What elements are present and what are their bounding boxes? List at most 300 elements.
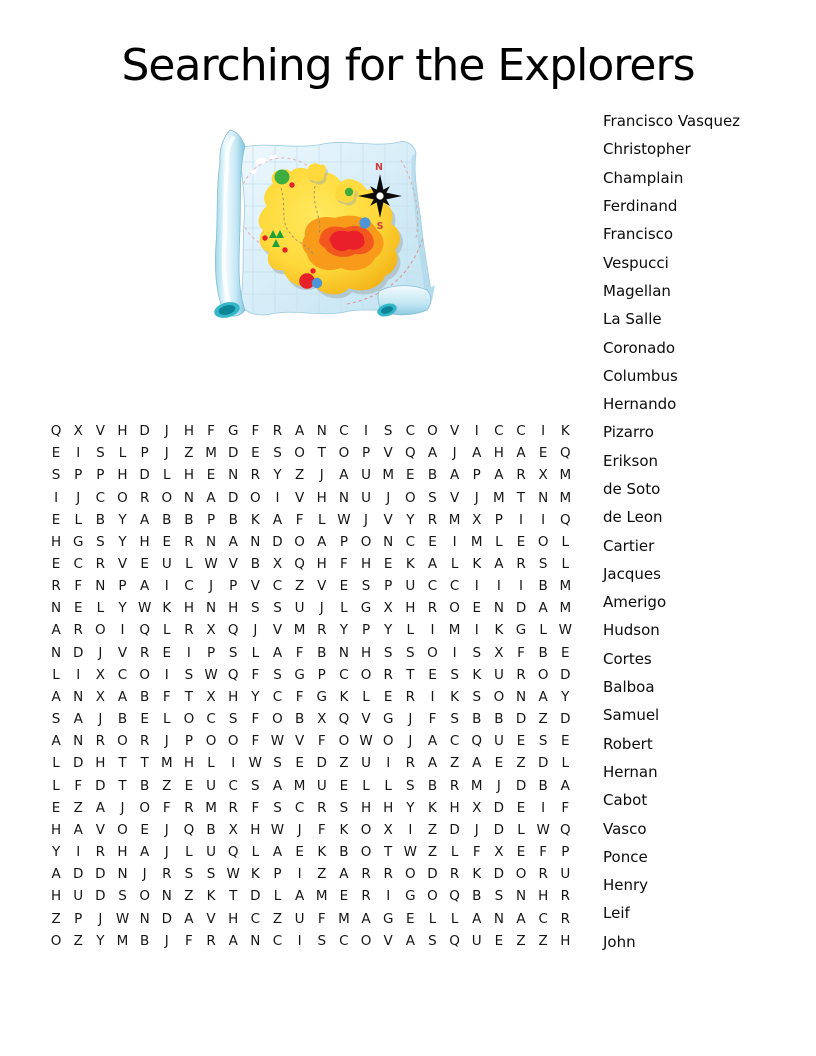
grid-letter: U xyxy=(361,489,371,506)
word-list-item: de Soto xyxy=(603,480,661,498)
grid-letter: C xyxy=(516,423,526,440)
grid-letter: R xyxy=(95,733,106,750)
grid-letter: R xyxy=(361,866,371,883)
grid-letter: L xyxy=(384,777,392,794)
word-list-item: Samuel xyxy=(603,706,660,725)
grid-letter: M xyxy=(116,932,129,949)
grid-letter: D xyxy=(139,423,150,440)
grid-letter: C xyxy=(228,777,238,794)
grid-letter: E xyxy=(339,888,349,905)
grid-letter: E xyxy=(516,533,526,550)
word-list-item: Champlain xyxy=(603,168,684,187)
grid-letter: R xyxy=(427,600,438,617)
grid-letter: S xyxy=(339,799,349,816)
grid-letter: W xyxy=(270,821,285,838)
grid-letter: J xyxy=(98,644,103,661)
grid-letter: M xyxy=(559,489,572,506)
grid-letter: V xyxy=(294,733,305,750)
grid-letter: O xyxy=(227,733,239,750)
grid-letter: Y xyxy=(118,600,127,617)
grid-letter: A xyxy=(51,688,61,705)
grid-letter: M xyxy=(160,755,173,772)
grid-letter: D xyxy=(95,888,106,905)
grid-letter: Z xyxy=(294,578,305,595)
grid-letter: S xyxy=(450,711,459,728)
grid-letter: Q xyxy=(227,666,239,683)
grid-letter: Z xyxy=(449,755,460,772)
grid-letter: O xyxy=(117,489,128,506)
grid-letter: A xyxy=(361,910,371,927)
grid-letter: L xyxy=(561,755,570,772)
grid-letter: B xyxy=(140,688,150,705)
grid-letter: R xyxy=(405,755,416,772)
grid-letter: S xyxy=(494,888,504,905)
grid-letter: A xyxy=(538,688,548,705)
grid-letter: A xyxy=(560,777,570,794)
grid-letter: J xyxy=(209,578,214,595)
grid-letter: K xyxy=(339,688,349,705)
word-list-item: Francisco xyxy=(603,225,674,244)
grid-letter: C xyxy=(538,910,548,927)
grid-letter: Q xyxy=(227,844,239,861)
grid-letter: K xyxy=(472,556,482,573)
grid-letter: H xyxy=(316,556,327,573)
grid-letter: E xyxy=(428,666,437,683)
grid-letter: A xyxy=(140,844,150,861)
grid-letter: A xyxy=(427,755,438,772)
grid-letter: B xyxy=(140,777,150,794)
grid-letter: B xyxy=(228,511,238,528)
grid-letter: A xyxy=(516,910,526,927)
grid-letter: J xyxy=(120,799,125,816)
grid-letter: F xyxy=(74,777,83,794)
grid-letter: B xyxy=(339,844,349,861)
grid-letter: U xyxy=(493,733,504,750)
word-list-item: La Salle xyxy=(603,310,662,329)
grid-letter: V xyxy=(383,932,393,949)
grid-letter: L xyxy=(561,533,570,550)
grid-letter: C xyxy=(339,423,349,440)
grid-letter: T xyxy=(516,489,526,506)
grid-letter: B xyxy=(317,644,327,661)
grid-letter: I xyxy=(541,511,546,528)
word-list-item: Ponce xyxy=(603,847,648,866)
grid-letter: Z xyxy=(538,711,548,728)
grid-letter: R xyxy=(95,556,106,573)
grid-letter: X xyxy=(95,688,105,705)
grid-letter: S xyxy=(273,600,282,617)
grid-letter: A xyxy=(272,644,283,661)
grid-letter: P xyxy=(494,511,503,528)
grid-letter: Z xyxy=(73,932,83,949)
grid-letter: J xyxy=(164,733,169,750)
grid-letter: F xyxy=(295,688,304,705)
grid-letter: N xyxy=(206,533,217,550)
grid-letter: N xyxy=(73,733,84,750)
grid-letter: U xyxy=(206,777,216,794)
grid-letter: R xyxy=(51,578,61,595)
grid-letter: S xyxy=(118,888,127,905)
grid-letter: D xyxy=(227,489,239,506)
grid-letter: A xyxy=(472,910,482,927)
grid-letter: O xyxy=(405,489,416,506)
grid-letter: Y xyxy=(561,688,570,705)
grid-letter: C xyxy=(272,578,283,595)
grid-letter: K xyxy=(560,423,570,440)
grid-letter: S xyxy=(251,777,260,794)
grid-letter: D xyxy=(316,755,327,772)
grid-letter: L xyxy=(362,777,370,794)
red-dot-4 xyxy=(310,268,315,273)
grid-letter: M xyxy=(470,533,483,550)
grid-letter: S xyxy=(273,799,282,816)
grid-letter: R xyxy=(139,644,150,661)
grid-letter: Y xyxy=(118,511,127,528)
grid-letter: H xyxy=(183,600,194,617)
grid-letter: J xyxy=(98,910,103,927)
grid-letter: Z xyxy=(51,910,61,927)
grid-letter: T xyxy=(118,777,127,794)
grid-letter: L xyxy=(517,821,525,838)
grid-letter: E xyxy=(140,556,149,573)
grid-letter: L xyxy=(74,511,82,528)
grid-letter: D xyxy=(537,755,549,772)
word-list-item: John xyxy=(603,932,636,951)
grid-letter: H xyxy=(183,467,194,484)
grid-letter: H xyxy=(50,533,62,550)
word-list-item: Vespucci xyxy=(603,253,669,272)
grid-letter: O xyxy=(427,644,438,661)
grid-letter: Z xyxy=(538,932,548,949)
grid-letter: S xyxy=(317,932,327,949)
grid-letter: I xyxy=(386,755,391,772)
grid-letter: Y xyxy=(96,932,105,949)
word-list-item: Magellan xyxy=(603,281,671,300)
grid-letter: E xyxy=(561,733,570,750)
grid-letter: C xyxy=(184,578,194,595)
grid-letter: H xyxy=(360,556,372,573)
grid-letter: B xyxy=(427,467,438,484)
grid-letter: X xyxy=(272,556,283,573)
grid-letter: U xyxy=(361,467,371,484)
word-list-item: Jacques xyxy=(603,564,661,583)
grid-letter: X xyxy=(228,821,238,838)
grid-letter: C xyxy=(405,533,416,550)
grid-letter: S xyxy=(406,777,415,794)
grid-letter: O xyxy=(427,423,438,440)
grid-letter: S xyxy=(51,711,61,728)
grid-letter: W xyxy=(248,755,263,772)
grid-letter: M xyxy=(493,489,505,506)
grid-letter: D xyxy=(73,755,84,772)
grid-letter: Q xyxy=(449,932,460,949)
grid-letter: O xyxy=(515,866,527,883)
grid-letter: W xyxy=(337,511,351,528)
grid-letter: D xyxy=(95,866,106,883)
grid-letter: A xyxy=(184,910,194,927)
grid-letter: N xyxy=(338,644,349,661)
word-list-item: Hudson xyxy=(603,621,660,640)
grid-letter: A xyxy=(272,777,283,794)
grid-letter: J xyxy=(164,423,169,440)
grid-letter: S xyxy=(428,932,437,949)
red-dot-1 xyxy=(289,182,294,187)
scroll-left-roll xyxy=(213,130,245,320)
grid-letter: T xyxy=(229,888,238,905)
grid-letter: R xyxy=(516,467,526,484)
grid-letter: A xyxy=(427,445,438,462)
grid-letter: K xyxy=(405,556,415,573)
grid-letter: H xyxy=(360,799,372,816)
grid-letter: A xyxy=(472,445,482,462)
grid-letter: L xyxy=(450,556,459,573)
grid-letter: S xyxy=(273,445,282,462)
grid-letter: P xyxy=(317,666,326,683)
grid-letter: F xyxy=(251,423,260,440)
blue-marker-2 xyxy=(359,217,370,228)
grid-letter: E xyxy=(162,533,172,550)
grid-letter: I xyxy=(364,423,369,440)
grid-letter: H xyxy=(405,600,416,617)
grid-letter: E xyxy=(184,777,194,794)
grid-letter: I xyxy=(297,866,302,883)
grid-letter: M xyxy=(470,777,483,794)
grid-letter: I xyxy=(519,578,524,595)
grid-letter: H xyxy=(228,600,239,617)
grid-letter: O xyxy=(139,666,150,683)
grid-letter: Z xyxy=(317,866,327,883)
grid-letter: M xyxy=(559,578,572,595)
grid-letter: P xyxy=(273,866,282,883)
grid-letter: D xyxy=(515,711,527,728)
grid-letter: H xyxy=(50,888,62,905)
grid-letter: N xyxy=(117,866,128,883)
grid-letter: S xyxy=(383,423,393,440)
grid-letter: I xyxy=(541,799,546,816)
word-search-grid xyxy=(45,420,576,952)
grid-letter: R xyxy=(405,688,416,705)
grid-letter: D xyxy=(73,644,84,661)
grid-letter: A xyxy=(449,467,460,484)
word-list-item: Ferdinand xyxy=(603,197,678,216)
grid-letter: R xyxy=(184,799,194,816)
grid-letter: B xyxy=(140,932,150,949)
grid-letter: Q xyxy=(559,821,571,838)
grid-letter: H xyxy=(50,821,62,838)
grid-letter: E xyxy=(561,644,570,661)
word-list-item: Coronado xyxy=(603,338,676,357)
grid-letter: L xyxy=(539,622,547,639)
grid-letter: H xyxy=(250,821,261,838)
grid-letter: Q xyxy=(227,622,239,639)
grid-letter: Z xyxy=(162,777,172,794)
grid-letter: L xyxy=(251,844,260,861)
grid-letter: P xyxy=(74,467,83,484)
grid-letter: S xyxy=(206,866,216,883)
grid-letter: P xyxy=(74,910,83,927)
grid-letter: V xyxy=(449,423,460,440)
grid-letter: Q xyxy=(294,556,305,573)
grid-letter: P xyxy=(339,533,348,550)
grid-letter: X xyxy=(317,711,327,728)
compass-south-label: S xyxy=(376,221,384,232)
grid-letter: I xyxy=(76,666,81,683)
grid-letter: Q xyxy=(405,445,416,462)
word-list-item: Cabot xyxy=(603,791,648,810)
grid-letter: A xyxy=(117,688,128,705)
grid-letter: M xyxy=(448,622,461,639)
grid-letter: G xyxy=(294,666,305,683)
grid-letter: O xyxy=(272,711,283,728)
grid-letter: D xyxy=(493,821,505,838)
grid-letter: L xyxy=(450,910,459,927)
grid-letter: U xyxy=(560,866,571,883)
grid-letter: J xyxy=(496,777,501,794)
grid-letter: O xyxy=(360,932,372,949)
grid-letter: S xyxy=(251,600,260,617)
grid-letter: O xyxy=(382,733,394,750)
red-dot-2 xyxy=(262,235,267,240)
grid-letter: W xyxy=(204,556,218,573)
word-list-item: Francisco Vasquez xyxy=(603,112,741,131)
grid-letter: C xyxy=(294,799,305,816)
grid-letter: H xyxy=(360,644,372,661)
grid-letter: N xyxy=(228,467,239,484)
grid-letter: O xyxy=(95,622,106,639)
grid-letter: R xyxy=(162,866,172,883)
scroll-right-roll xyxy=(376,285,435,319)
grid-letter: A xyxy=(228,932,238,949)
grid-letter: R xyxy=(95,844,106,861)
grid-letter: O xyxy=(117,733,128,750)
grid-letter: E xyxy=(494,932,504,949)
grid-letter: T xyxy=(140,755,149,772)
grid-letter: E xyxy=(206,467,216,484)
grid-letter: R xyxy=(383,666,393,683)
grid-letter: S xyxy=(472,644,482,661)
grid-letter: A xyxy=(494,467,504,484)
grid-letter: T xyxy=(384,844,393,861)
grid-letter: F xyxy=(317,733,326,750)
grid-letter: X xyxy=(95,666,105,683)
grid-letter: O xyxy=(139,799,150,816)
red-dot-3 xyxy=(282,247,287,252)
grid-letter: F xyxy=(295,644,304,661)
word-list-item: Erikson xyxy=(603,451,658,470)
grid-letter: R xyxy=(250,467,261,484)
grid-letter: E xyxy=(383,688,393,705)
grid-letter: E xyxy=(73,600,83,617)
grid-letter: D xyxy=(560,711,571,728)
grid-letter: W xyxy=(270,733,285,750)
grid-letter: A xyxy=(317,533,327,550)
grid-letter: F xyxy=(251,799,260,816)
grid-letter: M xyxy=(559,600,572,617)
grid-letter: D xyxy=(515,777,527,794)
grid-letter: F xyxy=(317,821,326,838)
grid-letter: I xyxy=(408,821,413,838)
grid-letter: L xyxy=(561,556,570,573)
grid-letter: O xyxy=(183,711,195,728)
grid-letter: A xyxy=(51,622,61,639)
grid-letter: H xyxy=(316,489,327,506)
grid-letter: Z xyxy=(272,910,283,927)
grid-letter: I xyxy=(386,888,391,905)
grid-letter: A xyxy=(294,423,305,440)
grid-letter: I xyxy=(164,578,169,595)
grid-letter: C xyxy=(449,733,460,750)
grid-letter: D xyxy=(95,777,106,794)
grid-letter: Z xyxy=(516,755,526,772)
grid-letter: X xyxy=(538,467,548,484)
grid-letter: A xyxy=(427,733,438,750)
grid-letter: Z xyxy=(184,888,194,905)
grid-letter: A xyxy=(140,511,150,528)
grid-letter: L xyxy=(251,644,260,661)
grid-letter: F xyxy=(162,799,171,816)
grid-letter: N xyxy=(250,533,261,550)
grid-letter: D xyxy=(449,821,460,838)
grid-letter: D xyxy=(493,866,505,883)
grid-letter: A xyxy=(294,888,305,905)
grid-letter: D xyxy=(493,799,505,816)
grid-letter: N xyxy=(73,688,84,705)
grid-letter: N xyxy=(51,644,62,661)
grid-letter: M xyxy=(205,799,217,816)
grid-letter: S xyxy=(406,644,415,661)
grid-letter: K xyxy=(472,666,482,683)
grid-letter: H xyxy=(493,445,504,462)
grid-letter: V xyxy=(95,423,105,440)
grid-letter: K xyxy=(339,821,349,838)
grid-letter: L xyxy=(207,755,215,772)
grid-letter: H xyxy=(139,533,150,550)
grid-letter: F xyxy=(517,644,525,661)
grid-letter: J xyxy=(142,866,147,883)
grid-letter: K xyxy=(206,888,216,905)
grid-letter: F xyxy=(340,556,348,573)
grid-letter: N xyxy=(183,489,194,506)
grid-letter: Z xyxy=(294,467,305,484)
grid-letter: S xyxy=(538,556,548,573)
grid-letter: O xyxy=(427,888,438,905)
grid-letter: E xyxy=(51,799,61,816)
grid-letter: V xyxy=(383,511,393,528)
word-list-item: Balboa xyxy=(603,678,655,697)
grid-letter: U xyxy=(294,910,305,927)
grid-letter: C xyxy=(339,666,349,683)
grid-letter: A xyxy=(228,533,238,550)
grid-letter: Q xyxy=(559,511,571,528)
word-list-item: Columbus xyxy=(603,366,678,385)
word-list-item: Amerigo xyxy=(603,593,667,612)
grid-letter: O xyxy=(250,489,261,506)
grid-letter: C xyxy=(73,556,83,573)
grid-letter: V xyxy=(294,489,305,506)
grid-letter: W xyxy=(359,733,373,750)
word-list-item: de Leon xyxy=(603,508,663,527)
grid-letter: S xyxy=(184,666,194,683)
grid-letter: G xyxy=(382,910,394,927)
grid-letter: H xyxy=(117,844,128,861)
word-list-item: Cartier xyxy=(603,536,655,555)
grid-letter: Z xyxy=(339,755,349,772)
grid-letter: O xyxy=(338,733,350,750)
grid-letter: H xyxy=(117,467,128,484)
grid-letter: L xyxy=(450,844,459,861)
grid-letter: F xyxy=(561,799,570,816)
grid-letter: R xyxy=(449,866,460,883)
